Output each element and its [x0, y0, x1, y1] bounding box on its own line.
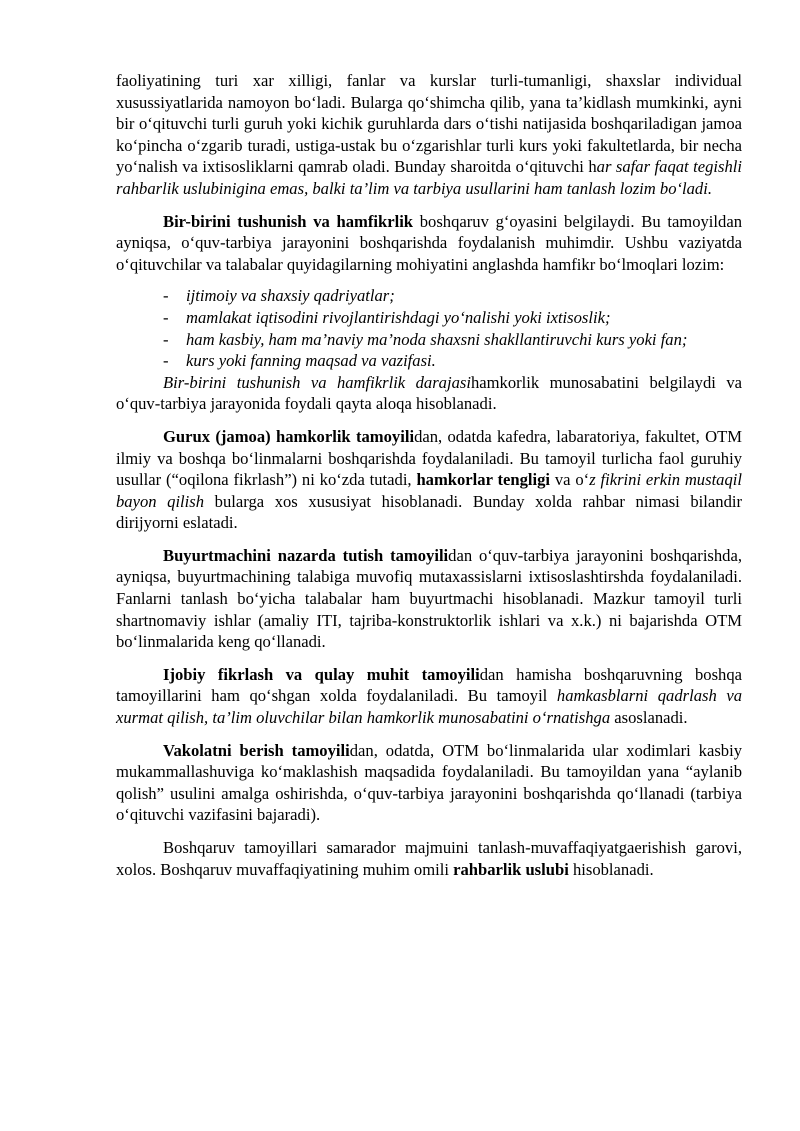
paragraph-text: asoslanadi.: [610, 708, 688, 728]
list-item-text: mamlakat iqtisodini rivojlantirishdagi yo‘nalishi yoki ixtisoslik;: [186, 307, 611, 327]
list-item-text: kurs yoki fanning maqsad va vazifasi.: [186, 351, 436, 371]
bold-term: hamkorlar tengligi: [416, 470, 551, 490]
italic-text: ar safar faqat tegishli rahbarlik uslubinigina emas, balki ta’lim va tarbiya usullarini ham tanlash lozim bo‘ladi.: [116, 157, 742, 198]
paragraph-positive-thinking: [116, 664, 742, 729]
bold-term: Ijobiy fikrlash va qulay muhit tamoyili: [163, 664, 480, 684]
italic-text: hamkasblarni qadrlash va xurmat qilish, ta’lim oluvchilar bilan hamkorlik munosabatini o‘rnatishga: [116, 686, 743, 728]
paragraph-text: Boshqaruv tamoyillari samarador majmuini tanlash-muvaffaqiyatgaerishish garovi, xolos. Boshqaruv muvaffaqiyatining muhim omili: [116, 838, 742, 879]
paragraph-conclusion: [116, 837, 742, 880]
paragraph-text: dan, odatda, OTM bo‘linmalarida ular xodimlari kasbiy mukammallashuviga ko‘maklashish maqsadida foydalaniladi. Bu tamoyildan yana “aylanib qolish” usulini amalga oshirishda, o‘quv-tarbiya jarayonini boshqarishda qo‘llanadi (tarbiya o‘qituvchi vazifasini bajaradi).: [116, 740, 743, 825]
list-item: [116, 350, 742, 372]
bold-term: Gurux (jamoa) hamkorlik tamoyili: [163, 426, 415, 446]
paragraph-text: dan hamisha boshqaruvning boshqa tamoyillarini ham qo‘shgan xolda foydalaniladi. Bu tamoyil: [116, 664, 742, 706]
dash-list: [116, 285, 742, 371]
paragraph-group-cooperation: [116, 426, 742, 534]
list-marker: -: [163, 329, 169, 349]
paragraph-text: faoliyatining turi xar xilligi, fanlar va kurslar turli-tumanligi, shaxslar individual xusussiyatlarida namoyon bo‘ladi. Bularga qo‘shimcha qilib, yana ta’kidlash mumkinki, ayni bir o‘qituvchi turli guruh yoki kichik guruhlarda dars o‘tishi natijasida boshqariladigan jamoa ko‘pincha o‘zgarib turadi, ustiga-ustak bu o‘zgarishlar turli kurs yoki fakultetlarda, bir necha yo‘nalish va ixtisosliklarni qamrab oladi. Bunday sharoitda o‘qituvchi h: [116, 71, 742, 177]
list-item: [116, 285, 742, 307]
paragraph-text: hamkorlik munosabatini belgilaydi va o‘quv-tarbiya jarayonida foydali qayta aloqa hisoblanadi.: [116, 372, 742, 414]
list-marker: -: [163, 286, 169, 306]
bold-term: Buyurtmachini nazarda tutish tamoyili: [163, 545, 449, 565]
paragraph-text: dan, odatda kafedra, labaratoriya, fakultet, OTM ilmiy va boshqa bo‘linmalarni boshqarishda foydalaniladi. Bu tamoyil turlicha faol guruhiy usullar (“oqilona fikrlash”) ni ko‘zda tutadi,: [116, 426, 742, 490]
document-page: [116, 70, 742, 880]
list-marker: -: [163, 307, 169, 327]
list-item-text: ijtimoiy va shaxsiy qadriyatlar;: [186, 286, 395, 306]
paragraph-text: va o‘: [550, 470, 590, 490]
list-marker: -: [163, 351, 169, 371]
paragraph-text: bularga xos xususiyat hisoblanadi. Bunday xolda rahbar nimasi bilandir dirijyorni eslatadi.: [116, 491, 743, 533]
italic-term: Bir-birini tushunish va hamfikrlik darajasi: [163, 372, 471, 392]
list-item: [116, 307, 742, 329]
paragraph-customer-principle: [116, 545, 742, 653]
bold-term: Bir-birini tushunish va hamfikrlik: [163, 211, 414, 231]
bold-term: Vakolatni berish tamoyili: [163, 740, 350, 760]
paragraph-continuation: [116, 70, 742, 200]
italic-text: z fikrini erkin mustaqil bayon qilish: [116, 470, 742, 511]
list-item: [116, 329, 742, 351]
paragraph-delegation: [116, 740, 742, 826]
bold-term: rahbarlik uslubi: [453, 859, 569, 879]
paragraph-mutual-understanding: [116, 211, 742, 276]
list-item-text: ham kasbiy, ham ma’naviy ma’noda shaxsni shakllantiruvchi kurs yoki fan;: [186, 329, 688, 349]
paragraph-text: dan o‘quv-tarbiya jarayonini boshqarishda, ayniqsa, buyurtmachining talabiga muvofiq mutaxassislarni ixtisoslashtirshda foydalaniladi. Fanlarni tanlash bo‘yicha talabalar ham buyurtmachi hisoblanadi. Mazkur tamoyil turli shartnomaviy ishlar (amaliy ITI, tajriba-konstruktorlik ishlari va x.k.) ni bajarishda OTM bo‘linmalarida keng qo‘llanadi.: [116, 545, 742, 652]
paragraph-level-of-understanding: [116, 372, 742, 415]
paragraph-text: hisoblanadi.: [568, 859, 654, 879]
paragraph-text: boshqaruv g‘oyasini belgilaydi. Bu tamoyildan ayniqsa, o‘quv-tarbiya jarayonini boshqarishda foydalanish muhimdir. Ushbu vaziyatda o‘qituvchilar va talabalar quyidagilarning mohiyatini anglashda hamfikr bo‘lmoqlari lozim:: [116, 211, 742, 274]
